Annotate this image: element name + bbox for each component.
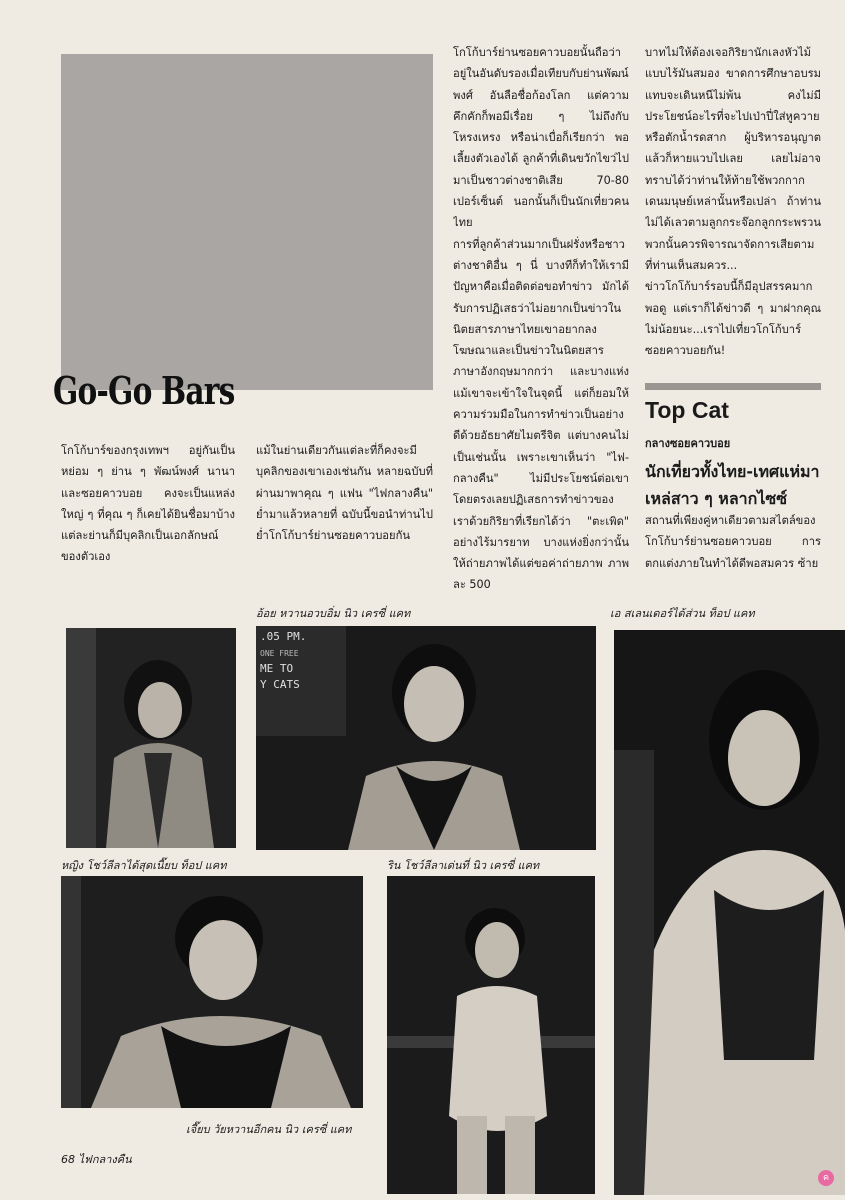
photo-caption: เอ สเลนเดอร์ได้ส่วน ท็อป แคท: [610, 607, 755, 620]
svg-text:Y CATS: Y CATS: [260, 678, 300, 691]
sidebar-heading: Top Cat: [645, 397, 729, 423]
scan-stamp-icon: ค: [818, 1170, 834, 1186]
sidebar-subheading: กลางซอยคาวบอย: [645, 437, 731, 450]
photo-caption: ริน โชว์ลีลาเด่นที่ นิว เครซี่ แคท: [387, 859, 540, 872]
page-folio: 68 ไฟกลางคืน: [61, 1153, 132, 1166]
article-column-bottom-left: [61, 440, 235, 590]
article-column-top-middle: [453, 42, 629, 600]
photo-woman-vest: [66, 628, 236, 848]
article-paragraph: การที่ลูกค้าส่วนมากเป็นฝรั่งหรือชาวต่างชาติอื่น ๆ นี่ บางทีก็ทำให้เรามีปัญหาคือเมื่อติดต่อขอทำข่าว มักได้รับการปฏิเสธว่าไม่อยากเป็นข่าวในนิตยสารภาษาไทยเขาอยากลงโฆษณาและเป็นข่าวในนิตยสารภาษาอังกฤษมากกว่า และบางแห่งแม้เขาจะเข้าใจในจุดนี้ แต่ก็ยอมให้ความร่วมมือในการทำข่าวเป็นอย่างดีด้วยอัธยาศัยไมตรีจิต แต่บางคนไม่เป็นเช่นนั้น เพราะเขาเห็นว่า "ไฟ-กลางคืน" ไม่มีประโยชน์ต่อเขาโดยตรงเลยปฏิเสธการทำข่าวของเราด้วยกิริยาที่เรียกได้ว่า "ตะเพิด" อย่างไร้มารยาท บางแห่งยิ่งกว่านั้นให้ถ่ายภาพได้แต่ขอค่าถ่ายภาพ ภาพละ 500: [453, 237, 629, 592]
article-paragraph: โกโก้บาร์ของกรุงเทพฯ อยู่กันเป็นหย่อม ๆ ย่าน ๆ พัฒน์พงศ์ นานา และซอยคาวบอย คงจะเป็นแหล่งใหญ่ ๆ ที่คุณ ๆ ก็เคยได้ยินชื่อมาบ้าง แต่ละย่านก็มีบุคลิกเป็นเอกลักษณ์ของตัวเอง: [61, 444, 235, 564]
article-paragraph: แม้ในย่านเดียวกันแต่ละที่ก็คงจะมีบุคลิกของเขาเองเช่นกัน หลายฉบับที่ผ่านมาพาคุณ ๆ แฟน "ไฟกลางคืน" ย่ำมาแล้วหลายที่ ฉบับนี้ขอนำท่านไปย่ำโกโก้บาร์ย่านซอยคาวบอยกัน: [256, 444, 433, 543]
photo-woman-tank: [61, 876, 363, 1108]
photo-woman-leotard: [387, 876, 595, 1194]
article-paragraph: โกโก้บาร์ย่านซอยคาวบอยนั้นถือว่าอยู่ในอันดับรองเมื่อเทียบกับย่านพัฒน์พงศ์ อันลือชื่อก้องโลก แต่ความคึกคักก็พอมีเรื่อย ๆ ไม่ถึงกับโหรงเหรง หรือน่าเบื่อก็เรียกว่า พอเลี้ยงตัวเองได้ ลูกค้าที่เดินขวักไขว่ไปมาเป็นชาวต่างชาติเสีย 70-80 เปอร์เซ็นต์ นอกนั้นก็เป็นนักเที่ยวคนไทย: [453, 46, 629, 230]
svg-text:ONE FREE: ONE FREE: [260, 649, 299, 658]
article-column-bottom-middle: [256, 440, 433, 590]
image-placeholder-block: [61, 54, 433, 390]
photo-woman-halter: [256, 626, 596, 850]
article-paragraph: บาทไม่ให้ต้องเจอกิริยานักเลงหัวไม้แบบไร้มันสมอง ขาดการศึกษาอบรมแทบจะเดินหนีไม่พ้น คงไม่มีประโยชน์อะไรที่จะไปเป่าปี่ใส่หูควาย หรือตักน้ำรดสาก ผู้บริหารอนุญาตแล้วก็หายแวบไปเลย เลยไม่อาจทราบได้ว่าท่านให้ท้ายใช้พวกกากเดนมนุษย์เหล่านั้นหรือเปล่า ถ้าท่านไม่ได้เลวตามลูกกระจ๊อกลูกกระพรวนพวกนั้นควรพิจารณาจัดการเสียตามที่ท่านเห็นสมควร...: [645, 46, 821, 272]
page-title: Go-Go Bars: [53, 368, 235, 413]
photo-caption: เจี๊ยบ วัยหวานอีกคน นิว เครซี่ แคท: [186, 1123, 352, 1136]
photo-caption: อ้อย หวานอวบอิ่ม นิว เครซี่ แคท: [256, 607, 411, 620]
article-column-top-right: [645, 42, 821, 382]
photo-woman-lace: [614, 630, 845, 1195]
photo-caption: หญิง โชว์ลีลาได้สุดเนี๊ยบ ท็อป แคท: [61, 859, 227, 872]
sidebar-paragraph: สถานที่เพียงคู่หาเดียวตามสไตล์ของโกโก้บาร์ย่านซอยคาวบอย การตกแต่งภายในทำได้ดีพอสมควร ซ้าย: [645, 514, 821, 570]
svg-text:.05 PM.: .05 PM.: [260, 630, 307, 643]
section-divider: [645, 383, 821, 390]
sidebar-headline: นักเที่ยวทั้งไทย-เทศแห่มาเหล่สาว ๆ หลากไซซ์: [645, 462, 820, 508]
sidebar-body: [645, 510, 821, 600]
svg-text:ME TO: ME TO: [260, 662, 294, 675]
article-paragraph: ข่าวโกโก้บาร์รอบนี้ก็มีอุปสรรคมากพอดู แต่เราก็ได้ข่าวดี ๆ มาฝากคุณไม่น้อยนะ...เราไปเที่ยวโกโก้บาร์ซอยคาวบอยกัน!: [645, 280, 821, 358]
